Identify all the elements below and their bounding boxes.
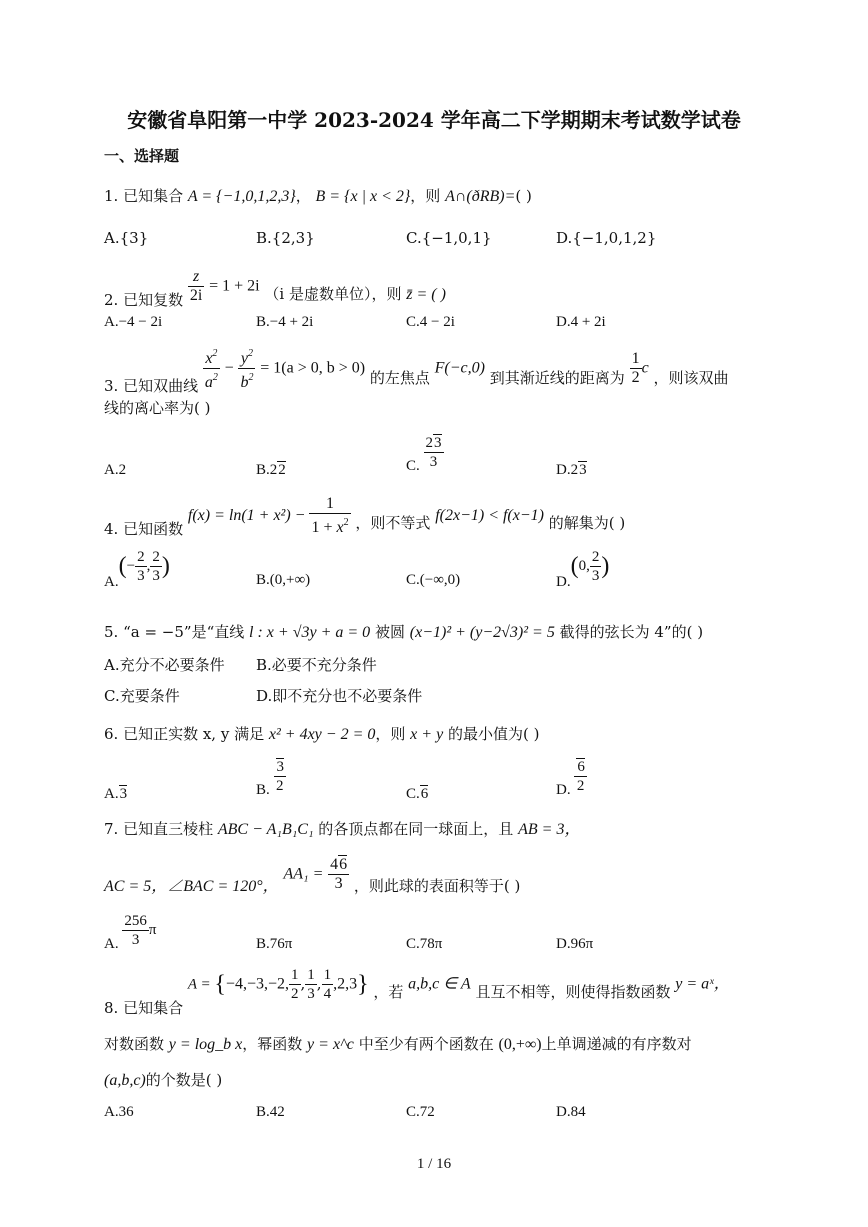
q8-line3b: 的个数是( ) — [145, 1071, 223, 1089]
question-2 — [104, 268, 446, 308]
q1-option-a: A.{3} — [104, 229, 149, 247]
q2-rhs: = 1 + 2i — [209, 277, 260, 295]
q1-option-b: B.{2,3} — [256, 229, 315, 247]
q8-option-c: C.72 — [406, 1104, 435, 1120]
q2-option-a: A.−4 − 2i — [104, 314, 163, 330]
q1-then: ，则 — [410, 187, 441, 205]
q7-mid: 的各顶点都在同一球面上，且 — [318, 820, 514, 838]
q8-log: y = log_b x — [168, 1036, 243, 1053]
q8-line2c: 中至少有两个函数在 — [358, 1035, 494, 1053]
q1-expr: A∩(ðRB)= — [445, 188, 516, 205]
q8-option-b: B.42 — [256, 1104, 285, 1120]
q1-set-a: A = {−1,0,1,2,3} — [187, 188, 296, 205]
q4-option-a: A.(− $\frac{2}{3}$ , $\frac{2}{3}$ ) — [104, 549, 170, 590]
q8-line2d: 上单调递减的有序数对 — [541, 1035, 692, 1053]
question-1: 1. 已知集合 A = {−1,0,1,2,3}， B = {x | x < 2}，则 A∩(ðRB)=( ) — [104, 187, 532, 205]
q7-stem: 7. 已知直三棱柱 — [104, 820, 214, 838]
q5-option-b: B.必要不充分条件 — [256, 656, 377, 674]
q5-line: l : x + √3y + a = 0 — [249, 624, 371, 641]
q4-frac: $\frac{1}{1 + x^2}$ — [311, 495, 349, 536]
q8-pow: y = x^c — [307, 1036, 354, 1053]
q8-interval: (0,+∞) — [498, 1036, 542, 1053]
q6-expr: x + y — [410, 726, 444, 743]
q5-mid: 被圆 — [374, 623, 405, 641]
q7-prism: ABC − A₁B₁C₁ — [217, 821, 314, 838]
question-8-line3 — [104, 1070, 222, 1091]
q4-option-b: B.(0,+∞) — [256, 572, 311, 588]
page-title: 安徽省阜阳第一中学 2023-2024 学年高二下学期期末考试数学试卷 — [127, 108, 741, 132]
question-8-line2 — [104, 1034, 692, 1055]
q1-set-b: B = {x | x < 2} — [315, 188, 411, 205]
q7-option-b: B.76π — [256, 936, 293, 952]
q1-paren: ( ) — [515, 187, 532, 205]
question-3: 3. 已知双曲线 $\frac{x^2}{a^2}$ − $\frac{y^2}{b^2}$ = 1(a > 0, b > 0) 的左焦点 F(−c,0) 到其渐近线的距离为 $\frac{1}{2}$ c ，则该双曲 — [104, 345, 728, 389]
q6-eq: x² + 4xy − 2 = 0 — [268, 726, 376, 743]
q2-option-c: C.4 − 2i — [406, 314, 455, 330]
q7-ab: AB = 3， — [518, 821, 581, 838]
q4-tail: 的解集为( ) — [548, 514, 626, 532]
q8-exp: y = aˣ， — [675, 975, 730, 993]
q7-option-a: A. $\frac{256}{3}$ π — [104, 913, 157, 952]
q7-option-d: D.96π — [556, 936, 594, 952]
question-7 — [104, 819, 580, 840]
q8-line2b: ，幂函数 — [242, 1035, 303, 1053]
section-heading: 一、选择题 — [104, 147, 180, 165]
q3-cond: = 1(a > 0, b > 0) — [260, 359, 366, 377]
question-5 — [104, 622, 703, 643]
q4-mid: ，则不等式 — [355, 514, 431, 532]
q3-focus: F(−c,0) — [434, 359, 485, 377]
q4-option-c: C.(−∞,0) — [406, 572, 461, 588]
q5-option-c: C.充要条件 — [104, 687, 180, 705]
q2-option-d: D.4 + 2i — [556, 314, 606, 330]
q8-option-d: D.84 — [556, 1104, 586, 1120]
q5-circle: (x−1)² + (y−2√3)² = 5 — [409, 624, 555, 641]
q3-frac-x: $\frac{x^2}{a^2}$ — [203, 345, 220, 392]
q6-stem: 6. 已知正实数 x, y 满足 — [104, 725, 265, 743]
q6-mid: ，则 — [375, 725, 406, 743]
question-4 — [104, 495, 625, 539]
q5-option-a: A.充分不必要条件 — [104, 656, 225, 674]
q3-option-c: C. $\frac{23}{3}$ — [406, 435, 442, 474]
q7-option-c: C.78π — [406, 936, 443, 952]
q8-stem: 8. 已知集合 — [104, 998, 184, 1017]
q5-stem: 5. “a = −5”是“直线 — [104, 623, 245, 641]
q6-tail: 的最小值为( ) — [447, 725, 540, 743]
q7-tail: ，则此球的表面积等于( ) — [353, 876, 521, 895]
q1-option-d: D.{−1,0,1,2} — [556, 229, 657, 247]
q3-half: $\frac{1}{2}$ — [631, 350, 640, 386]
q4-option-d: D.(0, $\frac{2}{3}$ ) — [556, 549, 610, 590]
q3-option-b: B.22 — [256, 462, 286, 478]
q2-option-b: B.−4 + 2i — [256, 314, 314, 330]
q2-stem: 2. 已知复数 — [104, 290, 184, 309]
q7-ac: AC = 5，∠BAC = 120°， — [104, 877, 279, 895]
q3-frac-y: $\frac{y^2}{b^2}$ — [238, 345, 255, 392]
q6-option-b: B. $\frac{3}{2}$ — [256, 759, 285, 798]
q3-option-a: A.2 — [104, 462, 127, 478]
q3-c: c — [641, 359, 649, 377]
question-8: 8. 已知集合 A = {−4,−3,−2, $\frac{1}{2}$ , $\frac{1}{3}$ , $\frac{1}{4}$ ,2,3} ，若 a,b,c ∈ A 且互不相等，则使得指数函数 y = aˣ， — [104, 967, 730, 1017]
q8-abc: a,b,c ∈ A — [408, 975, 471, 993]
q4-ineq: f(2x−1) < f(x−1) — [435, 507, 544, 524]
q2-note: （i 是虚数单位），则 — [264, 284, 402, 303]
q2-fraction: $\frac{z}{2i}$ — [189, 268, 203, 304]
q2-zbar: z̄ = ( ) — [406, 285, 446, 303]
q6-option-a: A.3 — [104, 786, 128, 802]
q4-stem: 4. 已知函数 — [104, 520, 184, 538]
q3-mid2: 到其渐近线的距离为 — [489, 368, 625, 387]
q5-tail: 截得的弦长为 4”的( ) — [559, 623, 704, 641]
question-6 — [104, 724, 539, 745]
question-7-line2: AC = 5，∠BAC = 120°， AA₁ = $\frac{46}{3}$ ，则此球的表面积等于( ) — [104, 856, 521, 895]
q1-stem: 1. 已知集合 — [104, 187, 184, 205]
q8-mid2: 且互不相等，则使得指数函数 — [475, 982, 671, 1001]
q4-fx: f(x) = ln(1 + x²) − — [187, 507, 310, 524]
q8-mid: ，若 — [373, 982, 404, 1001]
q8-option-a: A.36 — [104, 1104, 134, 1120]
q1-option-c: C.{−1,0,1} — [406, 229, 492, 247]
q3-line2: 线的离心率为( ) — [104, 399, 211, 417]
q8-triple: (a,b,c) — [104, 1072, 146, 1089]
q5-option-d: D.即不充分也不必要条件 — [256, 687, 423, 705]
q7-aa1: AA₁ = — [283, 865, 324, 883]
page-number: 1 / 16 — [416, 1156, 452, 1172]
q6-option-d: D. $\frac{6}{2}$ — [556, 759, 585, 798]
q3-tail: ，则该双曲 — [653, 368, 729, 387]
q3-option-d: D.23 — [556, 462, 587, 478]
q6-option-c: C.6 — [406, 786, 429, 802]
q8-line2a: 对数函数 — [104, 1035, 165, 1053]
q3-stem: 3. 已知双曲线 — [104, 376, 199, 395]
q3-mid: 的左焦点 — [369, 368, 430, 387]
